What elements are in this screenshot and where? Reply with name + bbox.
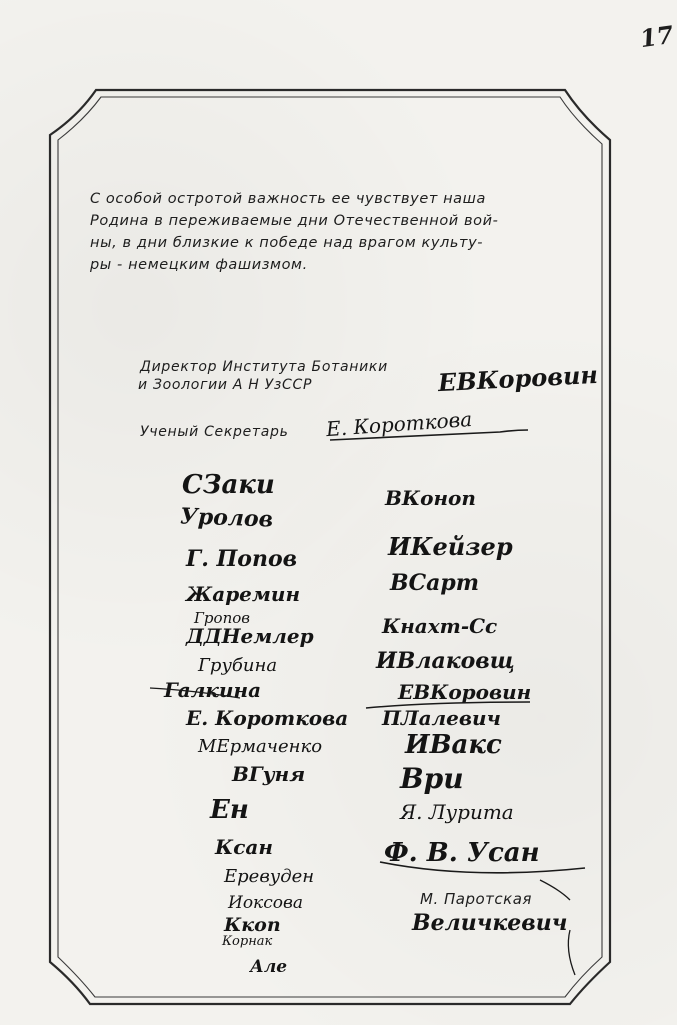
- signature-left-3: Г. Попов: [186, 546, 298, 572]
- signature-right-1: ВКоноп: [385, 486, 476, 510]
- signature-right-11: Ф. В. Усан: [384, 838, 540, 868]
- signature-left-8: Галкина: [164, 678, 262, 702]
- signature-right-3: ВСарт: [390, 570, 480, 596]
- secretary-label: Ученый Секретарь: [140, 424, 289, 440]
- body-line: С особой остротой важность ее чувствует наша: [90, 191, 487, 207]
- director-signature: ЕВКоровин: [437, 359, 599, 398]
- body-line: ны, в дни близкие к победе над врагом культу-: [90, 235, 484, 251]
- signature-right-13: Величкевич: [412, 910, 568, 936]
- signature-left-10: МЕрмаченко: [198, 736, 323, 757]
- signature-left-12: Ен: [210, 795, 249, 825]
- signature-left-13: Ксан: [215, 835, 273, 859]
- signature-right-7: ПЛалевич: [382, 706, 501, 730]
- signature-left-7: Грубина: [198, 655, 278, 676]
- signature-right-12: М. Паротская: [420, 890, 532, 908]
- signature-right-5: ИВлаковщ: [376, 648, 515, 674]
- director-label-line2: и Зоологии А Н УзССР: [138, 377, 313, 393]
- signature-right-9: Ври: [400, 762, 464, 795]
- signature-left-17: Корнак: [222, 934, 273, 949]
- signature-left-15: Иоксова: [228, 893, 303, 913]
- body-line: Родина в переживаемые дни Отечественной вой-: [90, 213, 499, 229]
- signature-left-4: Жаремин: [186, 582, 301, 606]
- signature-left-11: ВГуня: [232, 762, 306, 786]
- signature-right-6: ЕВКоровин: [398, 680, 532, 704]
- signature-left-9: Е. Коротковa: [186, 706, 349, 730]
- signature-left-18: Але: [250, 957, 288, 977]
- body-line: ры - немецким фашизмом.: [90, 257, 308, 273]
- secretary-signature: Е. Коротковa: [325, 406, 473, 442]
- signature-left-16: Ккоп: [224, 914, 281, 936]
- signature-left-14: Еревуден: [224, 866, 315, 887]
- signature-right-4: Кнахт-Сс: [382, 614, 498, 638]
- signature-left-1: СЗаки: [182, 470, 275, 500]
- signature-left-5: Гропов: [194, 609, 250, 627]
- signature-right-2: ИКейзер: [388, 532, 513, 561]
- signature-right-10: Я. Лурита: [400, 800, 514, 824]
- director-label-line1: Директор Института Ботаники: [140, 359, 388, 375]
- page-number: 17: [638, 19, 676, 54]
- signature-right-8: ИВакс: [405, 730, 502, 760]
- signature-left-6: ДДНемлер: [186, 624, 314, 648]
- signature-left-2: Уролов: [179, 503, 274, 533]
